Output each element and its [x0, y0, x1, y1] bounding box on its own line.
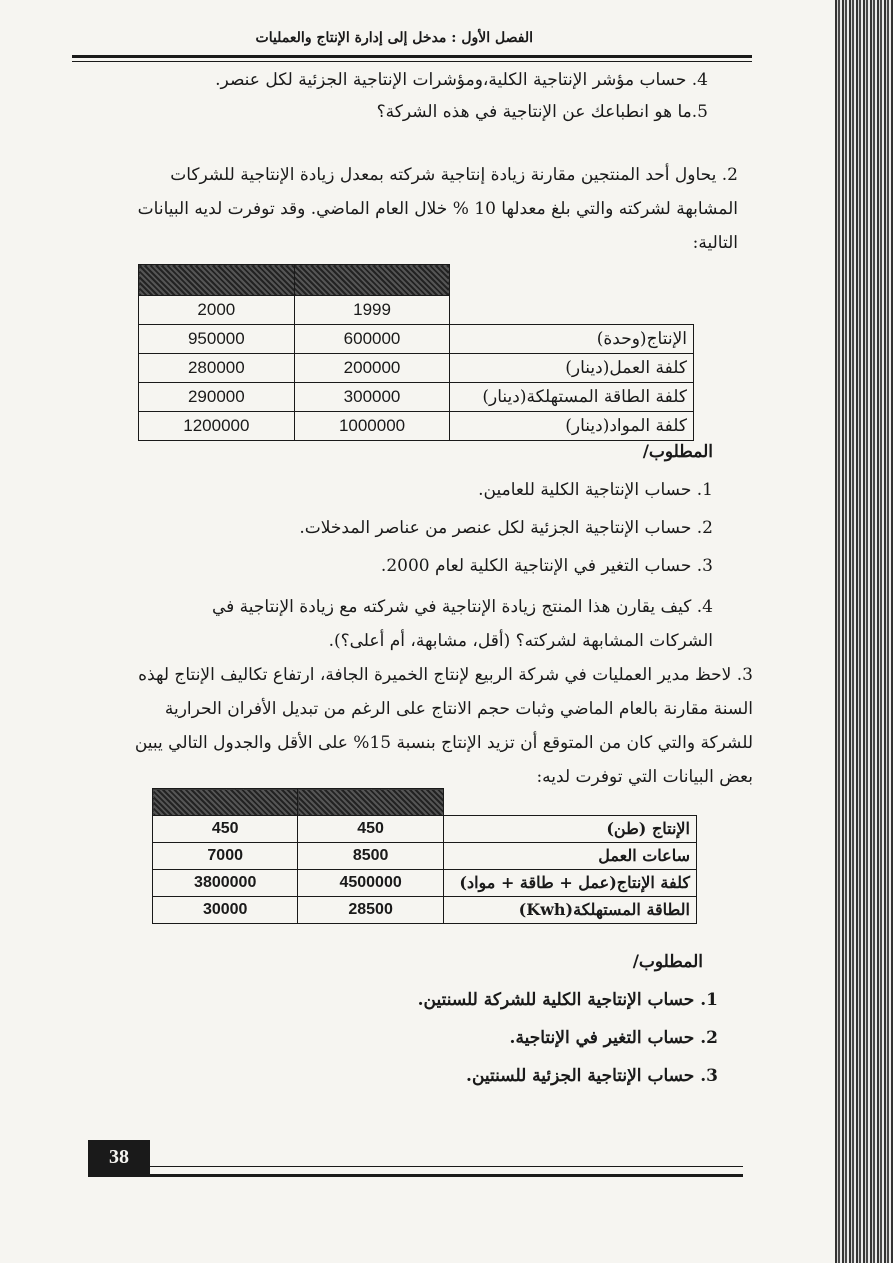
- cell-value: 8500: [298, 842, 443, 869]
- problem-2-task-4: 4. كيف يقارن هذا المنتج زيادة الإنتاجية في شركته مع زيادة الإنتاجية في الشركات المشابهة لشركته؟ (أقل، مشابهة، أم أعلى؟).: [211, 597, 713, 651]
- year-1999: 1999: [294, 296, 450, 325]
- row-label: الطاقة المستهلكة(Kwh): [443, 896, 696, 923]
- required-label-3: المطلوب/: [632, 952, 703, 972]
- row-label: الإنتاج(وحدة): [450, 324, 694, 353]
- row-label: كلفة العمل(دينار): [450, 353, 694, 382]
- cell-value: 450: [298, 815, 443, 842]
- cell-value: 1200000: [139, 411, 295, 440]
- table-row: [139, 411, 694, 440]
- problem-3-table: [152, 788, 697, 924]
- cell-value: 600000: [294, 324, 450, 353]
- cell-value: 290000: [139, 382, 295, 411]
- problem-3-task-2: 2. حساب التغير في الإنتاجية.: [509, 1028, 718, 1048]
- year-2000: 2000: [139, 296, 295, 325]
- page-number: 38: [88, 1140, 150, 1174]
- problem-3-task-1: 1. حساب الإنتاجية الكلية للشركة للسنتين.: [417, 990, 718, 1010]
- table-header-bar: [139, 265, 295, 296]
- table-row: [139, 382, 694, 411]
- table-row: [153, 869, 697, 896]
- cell-value: 300000: [294, 382, 450, 411]
- table-header-bar: [294, 265, 450, 296]
- footer-rule-thin: [150, 1166, 743, 1167]
- row-label: كلفة المواد(دينار): [450, 411, 694, 440]
- problem-3-text: 3. لاحظ مدير العمليات في شركة الربيع لإنتاج الخميرة الجافة، ارتفاع تكاليف الإنتاج لهذه السنة مقارنة بالعام الماضي وثبات حجم الانتاج على الرغم من تبديل الأفران الحرارية للشركة والتي كان من المتوقع أن تزيد الإنتاج بنسبة 15% على الأقل والجدول التالي يبين بعض البيانات التي توفرت لديه:: [134, 665, 753, 787]
- required-label-2: المطلوب/: [642, 442, 713, 462]
- top-item-4: 4. حساب مؤشر الإنتاجية الكلية،ومؤشرات الإنتاجية الجزئية لكل عنصر.: [215, 70, 708, 90]
- header-rule-thin: [72, 61, 752, 62]
- book-binding-edge: [835, 0, 893, 1263]
- problem-2-task-3: 3. حساب التغير في الإنتاجية الكلية لعام 2000.: [380, 556, 713, 576]
- cell-value: 30000: [153, 896, 298, 923]
- table-header-bar: [153, 789, 298, 816]
- cell-value: 28500: [298, 896, 443, 923]
- table-row: [153, 815, 697, 842]
- cell-value: 4500000: [298, 869, 443, 896]
- table-header-bar: [298, 789, 443, 816]
- problem-3-task-3: 3. حساب الإنتاجية الجزئية للسنتين.: [466, 1066, 718, 1086]
- cell-value: 280000: [139, 353, 295, 382]
- row-label: ساعات العمل: [443, 842, 696, 869]
- top-item-5: 5.ما هو انطباعك عن الإنتاجية في هذه الشركة؟: [376, 102, 708, 122]
- empty-cell: [450, 296, 694, 325]
- table-row: [153, 896, 697, 923]
- table-row: [139, 324, 694, 353]
- row-label: كلفة الإنتاج(عمل + طاقة + مواد): [443, 869, 696, 896]
- problem-2-task-1: 1. حساب الإنتاجية الكلية للعامين.: [478, 480, 713, 500]
- problem-2-text: 2. يحاول أحد المنتجين مقارنة زيادة إنتاجية شركته بمعدل زيادة الإنتاجية للشركات المشابهة لشركته والتي بلغ معدلها 10 % خلال العام الماضي. وقد توفرت لديه البيانات التالية:: [137, 165, 738, 253]
- problem-2-task-2: 2. حساب الإنتاجية الجزئية لكل عنصر من عناصر المدخلات.: [299, 518, 713, 538]
- footer-rule: [88, 1174, 743, 1177]
- problem-2-table: [138, 264, 694, 441]
- cell-value: 3800000: [153, 869, 298, 896]
- cell-value: 450: [153, 815, 298, 842]
- cell-value: 7000: [153, 842, 298, 869]
- table-row: [153, 842, 697, 869]
- empty-cell: [443, 789, 696, 816]
- cell-value: 1000000: [294, 411, 450, 440]
- row-label: كلفة الطاقة المستهلكة(دينار): [450, 382, 694, 411]
- empty-cell: [450, 265, 694, 296]
- chapter-header: الفصل الأول : مدخل إلى إدارة الإنتاج والعمليات: [255, 30, 533, 46]
- header-rule: [72, 55, 752, 58]
- cell-value: 200000: [294, 353, 450, 382]
- cell-value: 950000: [139, 324, 295, 353]
- row-label: الإنتاج (طن): [443, 815, 696, 842]
- table-row: [139, 353, 694, 382]
